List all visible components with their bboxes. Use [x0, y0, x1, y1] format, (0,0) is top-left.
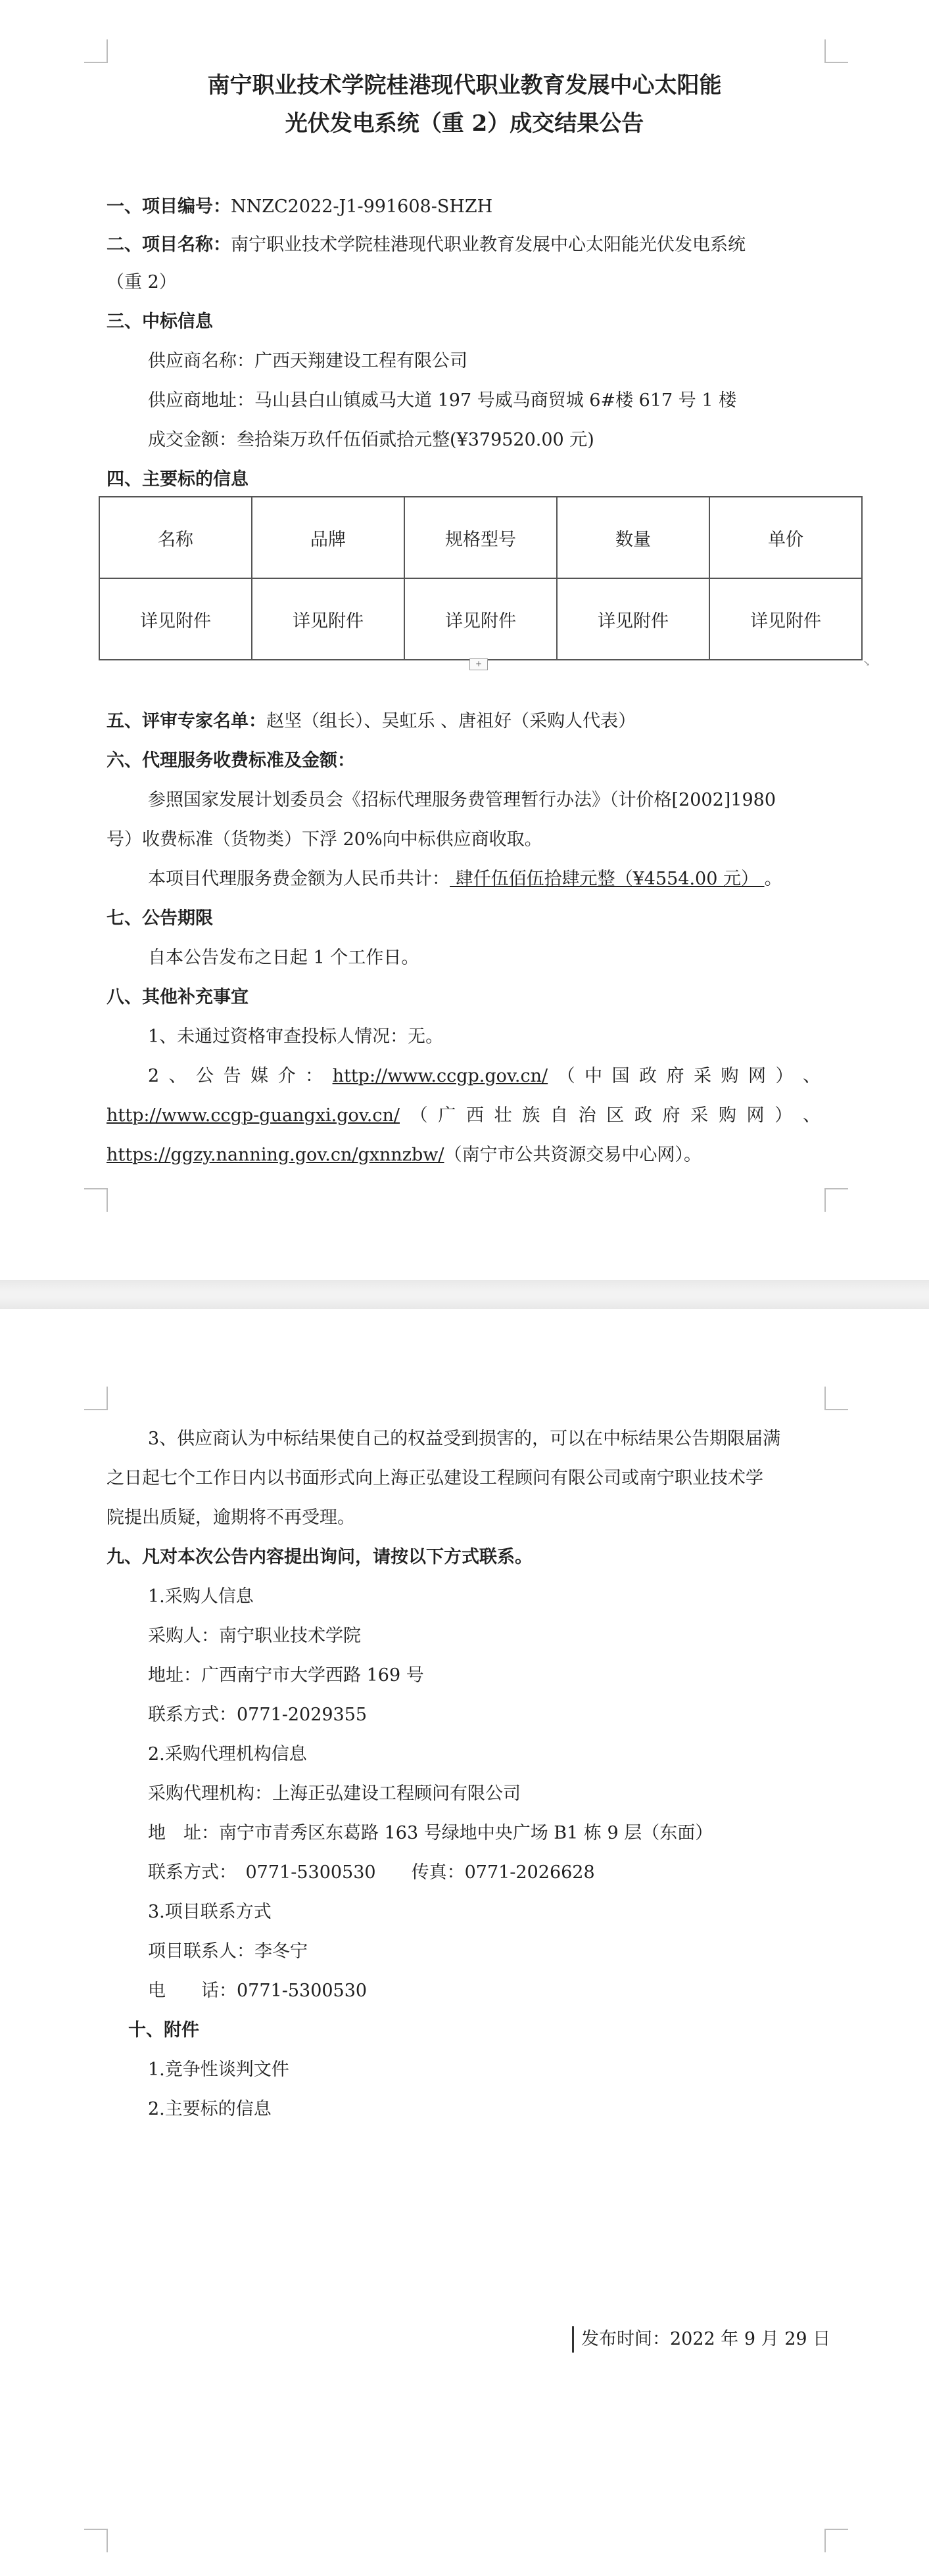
table-header-cell: 数量: [557, 497, 709, 578]
complaint-line1: 3、供应商认为中标结果使自己的权益受到损害的，可以在中标结果公告期限届满: [148, 1429, 781, 1449]
page-corner-mark: [84, 1387, 108, 1410]
project-contact-heading: 3.项目联系方式: [148, 1902, 272, 1922]
media-line3: [107, 1142, 702, 1168]
table-resize-handle[interactable]: ↘: [863, 658, 870, 668]
complaint-line2: 之日起七个工作日内以书面形式向上海正弘建设工程顾问有限公司或南宁职业技术学: [107, 1468, 763, 1488]
table-header-cell: 品牌: [252, 497, 404, 578]
project-number-label: 一、项目编号：: [107, 196, 231, 217]
agent-address-label: 地 址：: [148, 1823, 219, 1843]
project-name-value: 南宁职业技术学院桂港现代职业教育发展中心太阳能光伏发电系统: [231, 235, 746, 255]
media-text: 族: [522, 1105, 540, 1126]
media-text: 网: [748, 1066, 766, 1086]
document-title-line1: 南宁职业技术学院桂港现代职业教育发展中心太阳能: [207, 72, 722, 99]
page-separator: [0, 1280, 929, 1309]
media-text: 2: [148, 1066, 160, 1086]
disqualified-bidders: 1、未通过资格审查投标人情况：无。: [148, 1026, 444, 1047]
media-text: 政: [639, 1066, 657, 1086]
table-header-row: [99, 497, 862, 578]
section-period-heading: 七、公告期限: [107, 908, 213, 929]
fee-amount-suffix: 。: [764, 869, 782, 889]
project-contact-person: 项目联系人：李冬宁: [148, 1941, 308, 1962]
page-corner-mark: [824, 2529, 848, 2552]
table-cell: 详见附件: [557, 578, 709, 660]
table-cell: 详见附件: [252, 578, 404, 660]
media-text: 告: [223, 1066, 241, 1086]
buyer-name: 采购人：南宁职业技术学院: [148, 1626, 361, 1646]
media-text: 采: [690, 1105, 709, 1126]
project-name: [107, 232, 746, 258]
buyer-contact: 联系方式：0771-2029355: [148, 1705, 368, 1725]
announcement-period: 自本公告发布之日起 1 个工作日。: [148, 948, 419, 968]
media-text: 购: [721, 1066, 739, 1086]
project-number-value: NNZC2022-J1-991608-SHZH: [231, 196, 493, 217]
table-header-cell: 单价: [709, 497, 862, 578]
media-text: 网: [746, 1105, 765, 1126]
section-contact-heading: 九、凡对本次公告内容提出询问，请按以下方式联系。: [107, 1547, 533, 1567]
media-text: 政: [634, 1105, 652, 1126]
media-text: 、: [802, 1105, 821, 1126]
agent-address-value: 南宁市青秀区东葛路 163 号绿地中央广场 B1 栋 9 层（东面）: [219, 1823, 713, 1843]
fee-standard-line2: 号）收费标准（货物类）下浮 20%向中标供应商收取。: [107, 829, 542, 850]
media-text: 国: [611, 1066, 630, 1086]
media-text: 府: [666, 1066, 684, 1086]
attachment-item[interactable]: 1.竞争性谈判文件: [148, 2059, 289, 2080]
media-text: 、: [168, 1066, 187, 1086]
buyer-heading: 1.采购人信息: [148, 1586, 254, 1607]
goods-table: [99, 496, 863, 660]
fee-amount: [148, 866, 782, 892]
project-name-cont: （重 2）: [107, 272, 177, 292]
table-cell: 详见附件: [404, 578, 557, 660]
project-contact-phone: [148, 1978, 367, 2004]
media-text: 西: [465, 1105, 484, 1126]
page-corner-mark: [84, 1188, 108, 1212]
media-text: 公: [196, 1066, 214, 1086]
section-attachments-heading: 十、附件: [128, 2020, 199, 2040]
media-text: 购: [718, 1105, 736, 1126]
media-text: 媒: [250, 1066, 269, 1086]
project-phone-value: 0771-5300530: [237, 1981, 368, 2001]
agent-contact: 联系方式： 0771-5300530 传真：0771-2026628: [148, 1862, 595, 1883]
buyer-address: 地址：广西南宁市大学西路 169 号: [148, 1665, 424, 1686]
media-text: （南宁市公共资源交易中心网）。: [444, 1145, 702, 1165]
media-text: 治: [578, 1105, 596, 1126]
page-corner-mark: [824, 1188, 848, 1212]
table-row: [99, 578, 862, 660]
agent-address: [148, 1820, 713, 1847]
table-add-row-handle[interactable]: +: [469, 658, 488, 670]
media-text: 广: [438, 1105, 456, 1126]
supplier-name: 供应商名称：广西天翔建设工程有限公司: [148, 351, 467, 371]
project-name-label: 二、项目名称：: [107, 235, 231, 255]
media-text: 府: [662, 1105, 680, 1126]
table-cell: 详见附件: [99, 578, 252, 660]
section-other-heading: 八、其他补充事宜: [107, 987, 249, 1007]
media-text: 自: [550, 1105, 568, 1126]
media-text: 采: [694, 1066, 712, 1086]
media-text: 、: [802, 1066, 821, 1086]
text-cursor: [572, 2326, 574, 2353]
ccgp-link[interactable]: http://www.ccgp.gov.cn/: [332, 1066, 548, 1086]
media-text: 中: [584, 1066, 603, 1086]
table-cell: 详见附件: [709, 578, 862, 660]
attachment-item[interactable]: 2.主要标的信息: [148, 2099, 272, 2119]
expert-list: [107, 708, 636, 735]
expert-list-value: 赵坚（组长）、吴虹乐 、唐祖好（采购人代表）: [266, 711, 636, 731]
media-text: （: [410, 1105, 428, 1126]
section-goods-heading: 四、主要标的信息: [107, 469, 249, 490]
page-corner-mark: [84, 39, 108, 63]
media-text: ）: [774, 1105, 793, 1126]
agent-heading: 2.采购代理机构信息: [148, 1744, 307, 1764]
media-text: 区: [606, 1105, 625, 1126]
fee-amount-value: 肆仟伍佰伍拾肆元整（¥4554.00 元）: [450, 869, 765, 889]
media-text: ）: [775, 1066, 794, 1086]
media-text: 介: [277, 1066, 296, 1086]
media-line2: [107, 1103, 821, 1129]
section-award-info-heading: 三、中标信息: [107, 311, 213, 332]
project-phone-label: 电 话：: [148, 1981, 237, 2001]
media-text: （: [557, 1066, 575, 1086]
section-fee-heading: 六、代理服务收费标准及金额：: [107, 750, 355, 771]
page-corner-mark: [824, 39, 848, 63]
ccgp-guangxi-link[interactable]: http://www.ccgp-guangxi.gov.cn/: [107, 1105, 400, 1126]
document-page-2: [0, 1309, 929, 2576]
media-text: ：: [305, 1066, 323, 1086]
media-text: 壮: [494, 1105, 512, 1126]
fee-standard-line1: 参照国家发展计划委员会《招标代理服务费管理暂行办法》（计价格[2002]1980: [148, 790, 776, 810]
document-title-line2: 光伏发电系统（重 2）成交结果公告: [285, 110, 644, 137]
page-corner-mark: [824, 1387, 848, 1410]
media-line1: [148, 1063, 821, 1090]
page-corner-mark: [84, 2529, 108, 2552]
supplier-address: 供应商地址：马山县白山镇威马大道 197 号威马商贸城 6#楼 617 号 1 楼: [148, 390, 737, 411]
table-header-cell: 规格型号: [404, 497, 557, 578]
expert-list-label: 五、评审专家名单：: [107, 711, 266, 731]
complaint-line3: 院提出质疑，逾期将不再受理。: [107, 1507, 355, 1528]
award-amount: 成交金额：叁拾柒万玖仟伍佰贰拾元整(¥379520.00 元): [148, 430, 594, 450]
fee-amount-prefix: 本项目代理服务费金额为人民币共计：: [148, 869, 450, 889]
nanning-ggzy-link[interactable]: https://ggzy.nanning.gov.cn/gxnnzbw/: [107, 1145, 444, 1165]
project-number: [107, 194, 492, 220]
agent-name: 采购代理机构：上海正弘建设工程顾问有限公司: [148, 1783, 521, 1804]
document-page-1: [0, 0, 929, 1280]
table-header-cell: 名称: [99, 497, 252, 578]
publish-date: 发布时间：2022 年 9 月 29 日: [581, 2329, 831, 2349]
